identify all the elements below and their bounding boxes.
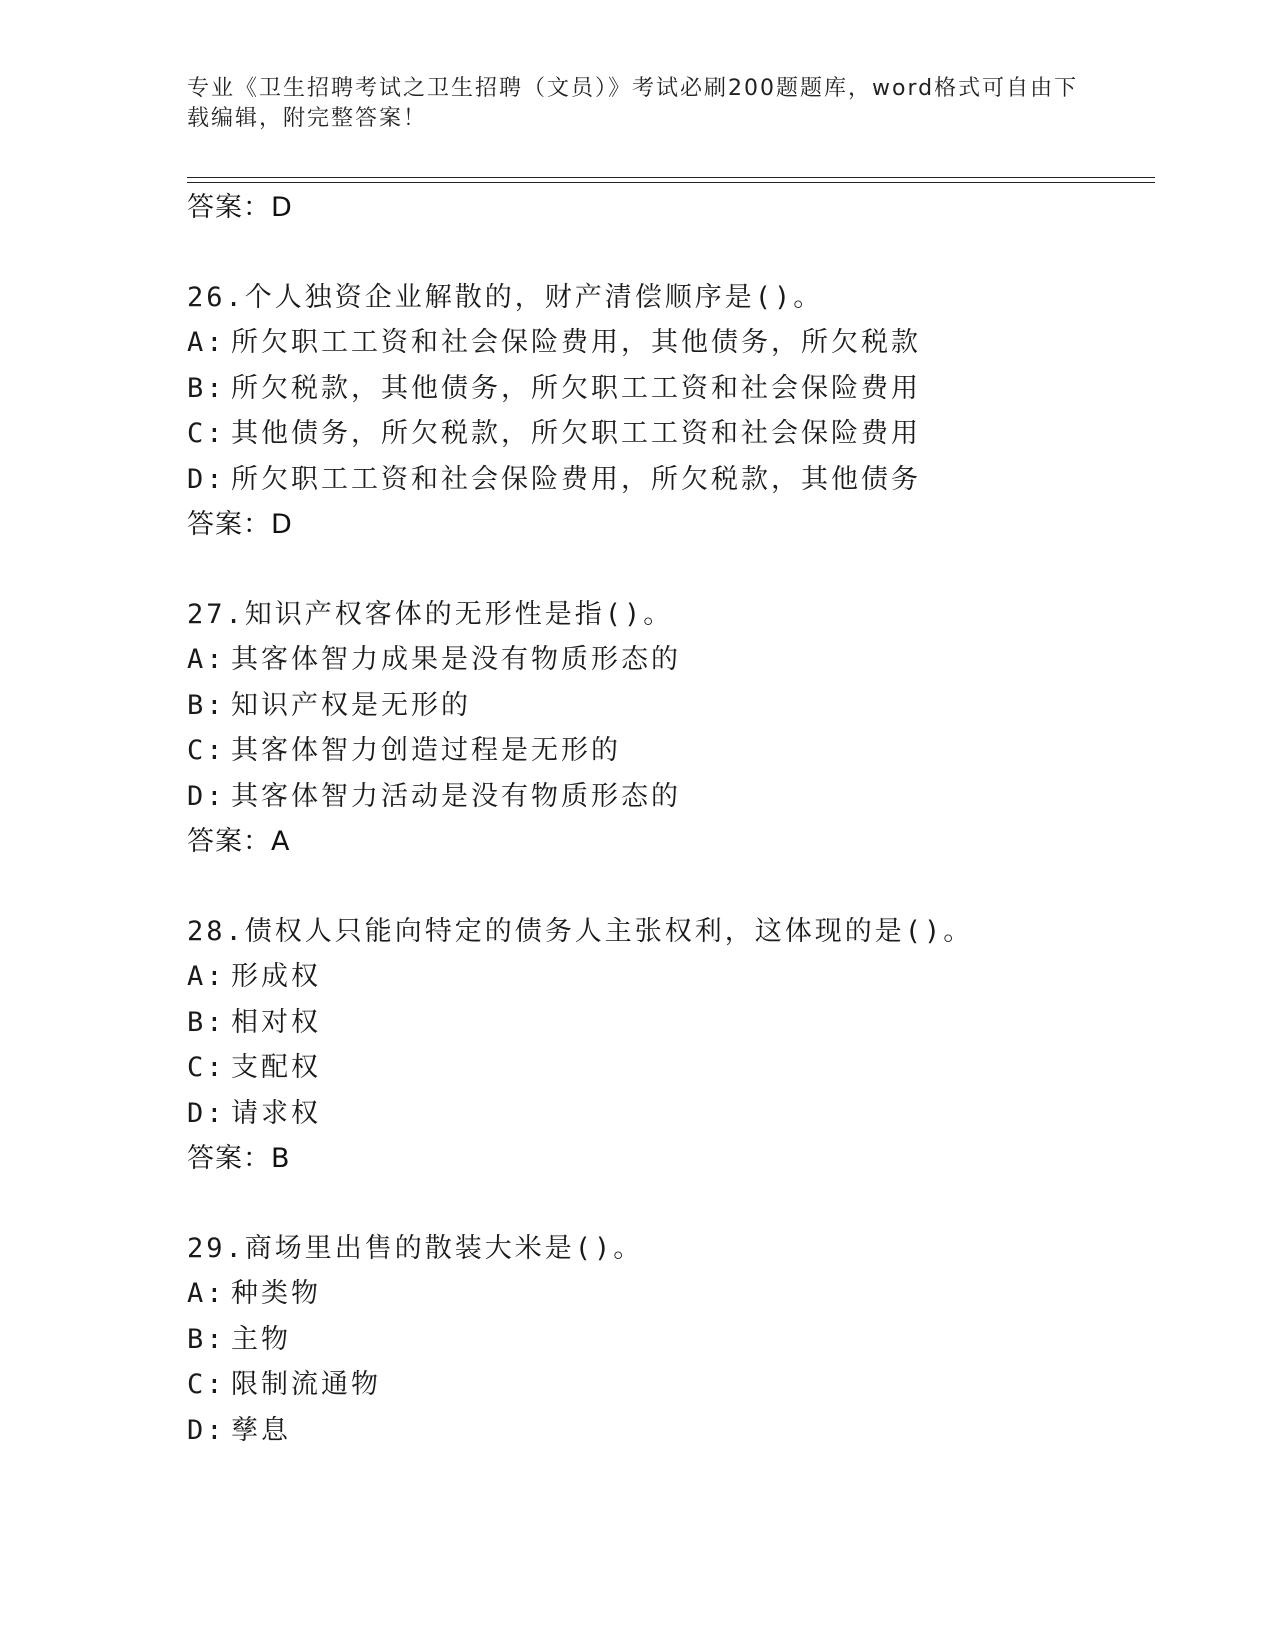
question-block-28 [187,909,1155,1181]
option-b [187,1317,1155,1363]
option-b [187,366,1155,412]
option-key: B: [187,372,226,404]
question-stem: 28.债权人只能向特定的债务人主张权利，这体现的是()。 [187,916,974,947]
document-header: 专业《卫生招聘考试之卫生招聘（文员）》考试必刷200题题库，word格式可自由下载编辑，附完整答案！ [187,76,1079,131]
option-c [187,1045,1155,1091]
option-key: B: [187,1006,226,1038]
answer-line: 答案：B [187,1143,291,1174]
option-d [187,774,1155,820]
option-text: 种类物 [231,1278,321,1309]
option-text: 所欠税款，其他债务，所欠职工工资和社会保险费用 [231,372,921,404]
header-divider-bottom [187,182,1155,183]
answer-line: 答案：A [187,826,291,857]
option-text: 支配权 [231,1052,321,1083]
option-key: A: [187,1278,226,1309]
question-block-27 [187,592,1155,864]
option-c [187,1362,1155,1408]
option-text: 相对权 [231,1006,321,1038]
option-key: C: [187,735,226,766]
question-block-26 [187,275,1155,547]
option-key: B: [187,1323,226,1355]
option-d [187,457,1155,503]
option-key: A: [187,644,226,675]
option-key: C: [187,1369,226,1400]
option-d [187,1091,1155,1137]
option-key: A: [187,961,226,992]
option-key: A: [187,327,226,358]
option-b [187,683,1155,729]
option-key: D: [187,1414,226,1446]
option-a [187,320,1155,366]
option-text: 其客体智力创造过程是无形的 [231,735,621,766]
option-key: D: [187,780,226,812]
option-a [187,1271,1155,1317]
option-text: 其他债务，所欠税款，所欠职工工资和社会保险费用 [231,418,921,449]
option-a [187,637,1155,683]
option-key: C: [187,418,226,449]
previous-answer: 答案：D [187,192,293,223]
option-b [187,1000,1155,1046]
option-key: B: [187,689,226,721]
option-text: 主物 [231,1323,291,1355]
option-c [187,728,1155,774]
question-block-29 [187,1226,1155,1453]
question-stem: 27.知识产权客体的无形性是指()。 [187,599,674,630]
option-key: D: [187,1097,226,1129]
option-text: 限制流通物 [231,1369,381,1400]
option-text: 孳息 [231,1414,291,1446]
option-text: 知识产权是无形的 [231,689,471,721]
document-body [187,185,1155,1453]
option-key: C: [187,1052,226,1083]
option-c [187,411,1155,457]
option-a [187,954,1155,1000]
option-text: 其客体智力活动是没有物质形态的 [231,780,681,812]
question-stem: 29.商场里出售的散装大米是()。 [187,1233,644,1264]
header-divider-top [187,177,1155,178]
option-key: D: [187,463,226,495]
option-text: 所欠职工工资和社会保险费用，所欠税款，其他债务 [231,463,921,495]
option-text: 请求权 [231,1097,321,1129]
option-text: 其客体智力成果是没有物质形态的 [231,644,681,675]
question-stem: 26.个人独资企业解散的，财产清偿顺序是()。 [187,282,824,313]
answer-line: 答案：D [187,509,293,540]
option-text: 形成权 [231,961,321,992]
option-text: 所欠职工工资和社会保险费用，其他债务，所欠税款 [231,327,921,358]
option-d [187,1408,1155,1454]
